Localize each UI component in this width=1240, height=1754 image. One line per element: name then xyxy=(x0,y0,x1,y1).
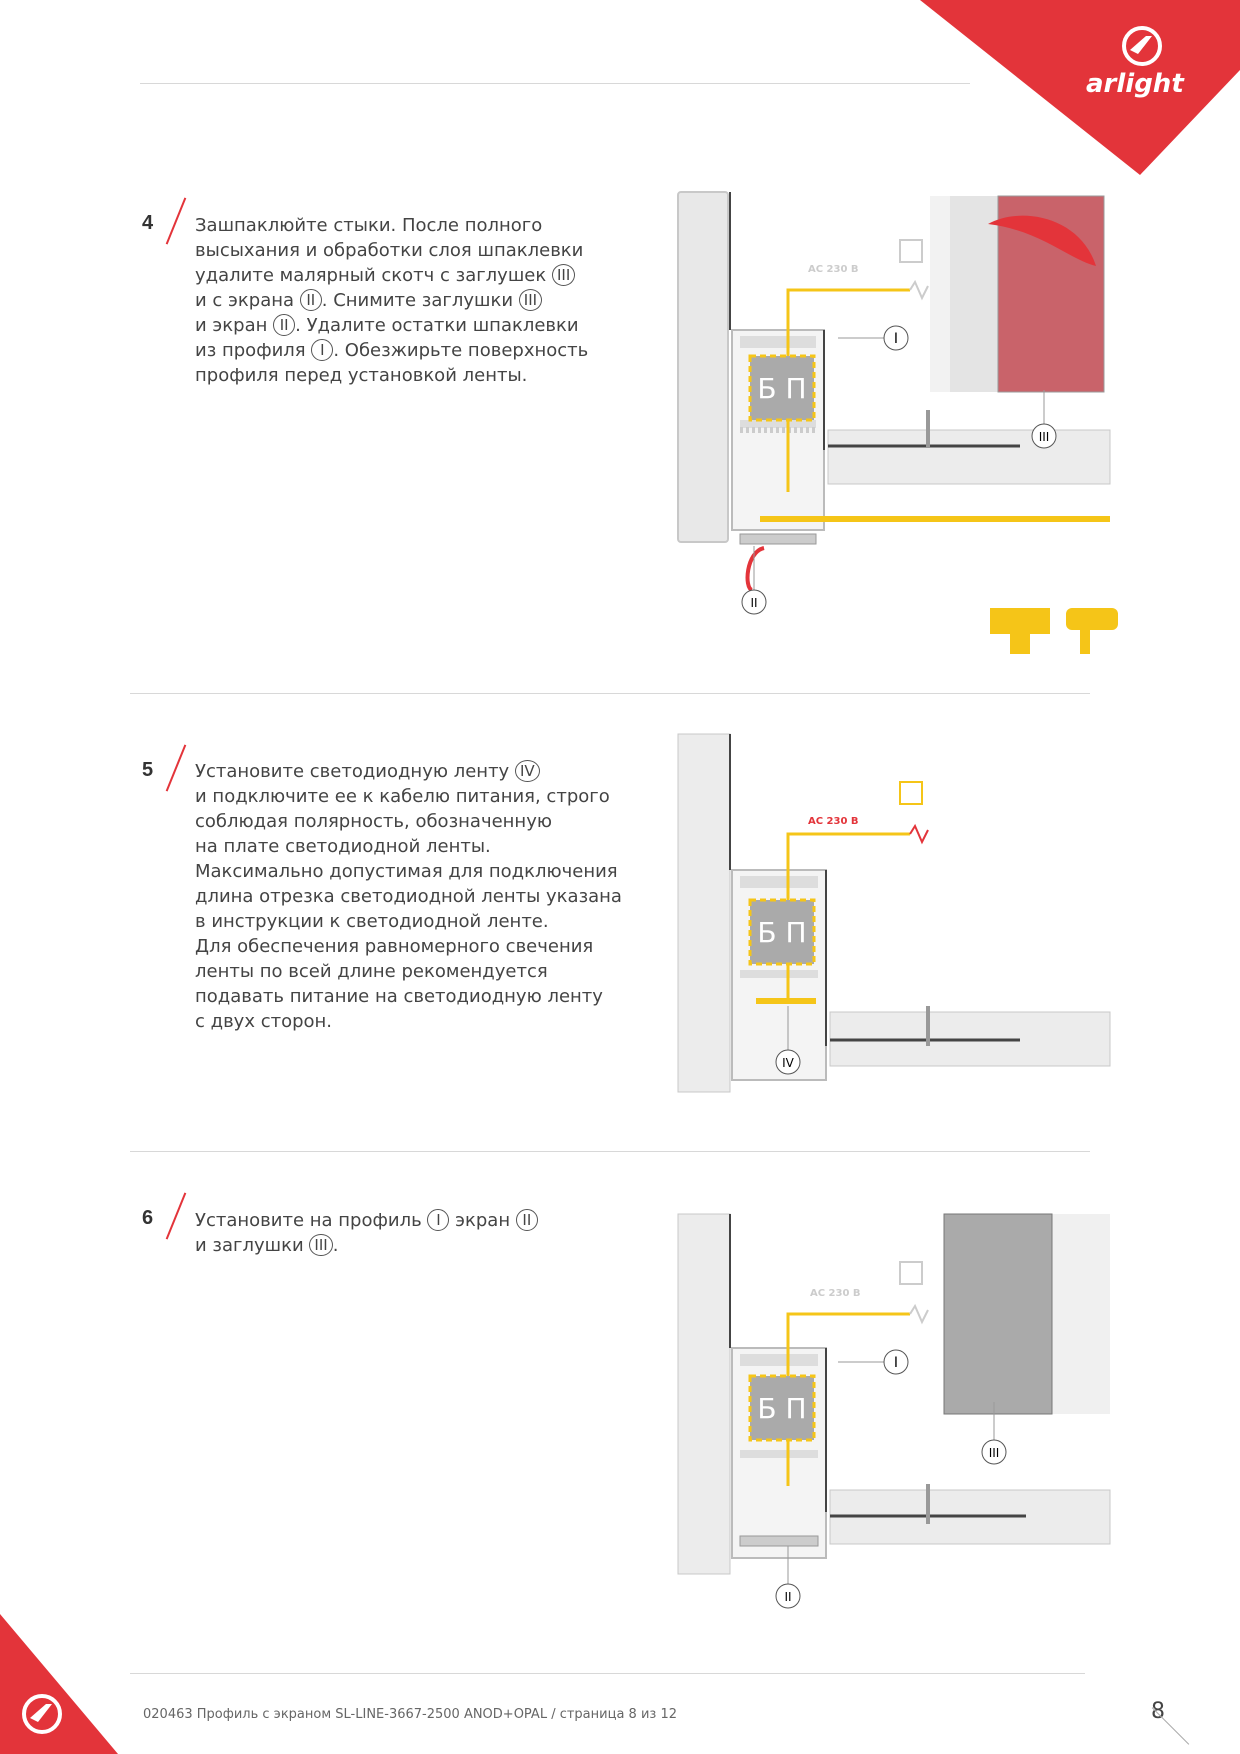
step-text-line xyxy=(195,263,588,288)
wall xyxy=(678,192,728,542)
callout-marker: III xyxy=(519,289,542,311)
step-text-line xyxy=(195,238,588,263)
callout-endcap: III xyxy=(1038,430,1050,444)
text-run: и с экрана xyxy=(195,290,300,311)
section-divider-2 xyxy=(130,1151,1090,1152)
spatula-icon xyxy=(990,608,1050,654)
text-run: . Снимите заглушки xyxy=(321,290,519,311)
step-text-line xyxy=(195,809,622,834)
text-run: высыхания и обработки слоя шпаклевки xyxy=(195,240,584,261)
step-text xyxy=(195,1208,538,1258)
text-run: ленты по всей длине рекомендуется xyxy=(195,961,548,982)
callout-marker: I xyxy=(311,339,333,361)
text-run: в инструкции к светодиодной ленте. xyxy=(195,911,549,932)
callout-marker: III xyxy=(309,1234,332,1256)
wall xyxy=(678,734,730,1092)
screen xyxy=(740,534,816,544)
step-text-line xyxy=(195,934,622,959)
voltage-label: AC 230 В xyxy=(810,1288,861,1299)
screen xyxy=(740,1536,818,1546)
step-text-line xyxy=(195,1233,538,1258)
callout-marker: II xyxy=(516,1209,538,1231)
callout-endcap: III xyxy=(988,1446,1000,1460)
endcap-panel xyxy=(930,196,1104,392)
psu-label: Б П xyxy=(757,1392,807,1425)
psu-label: Б П xyxy=(757,372,807,405)
step-slash xyxy=(166,1192,187,1239)
callout-profile: I xyxy=(893,1355,899,1371)
step-text-line xyxy=(195,288,588,313)
ceiling xyxy=(830,1006,1110,1066)
callout-screen: II xyxy=(784,1590,792,1604)
footer-rule xyxy=(130,1673,1085,1674)
step-text xyxy=(195,213,588,388)
step-text-line xyxy=(195,1208,538,1233)
footer-text: 020463 Профиль с экраном SL-LINE-3667-2500 ANOD+OPAL / страница 8 из 12 xyxy=(143,1707,677,1722)
step-text-line xyxy=(195,313,588,338)
page-number-slash xyxy=(1152,1707,1189,1744)
step-slash xyxy=(166,197,187,244)
text-run: с двух сторон. xyxy=(195,1011,333,1032)
text-run: и экран xyxy=(195,315,274,336)
text-run: Максимально допустимая для подключения xyxy=(195,861,618,882)
section-divider-1 xyxy=(130,693,1090,694)
step-text-line xyxy=(195,909,622,934)
brand-logo-text: arlight xyxy=(1086,69,1184,99)
text-run: на плате светодиодной ленты. xyxy=(195,836,491,857)
callout-marker: I xyxy=(427,1209,449,1231)
text-run: длина отрезка светодиодной ленты указана xyxy=(195,886,622,907)
callout-strip: IV xyxy=(782,1056,794,1070)
step-text-line xyxy=(195,984,622,1009)
step-text-line xyxy=(195,834,622,859)
text-run: Для обеспечения равномерного свечения xyxy=(195,936,594,957)
text-run: . Удалите остатки шпаклевки xyxy=(295,315,579,336)
text-run: из профиля xyxy=(195,340,312,361)
text-run: . xyxy=(332,1235,339,1256)
text-run: подавать питание на светодиодную ленту xyxy=(195,986,603,1007)
diagram-step-4 xyxy=(660,190,1140,670)
callout-marker: II xyxy=(300,289,322,311)
step-number: 4 xyxy=(142,212,154,234)
endcap-panel xyxy=(944,1214,1110,1414)
callout-marker: III xyxy=(552,264,575,286)
callout-marker: II xyxy=(273,314,295,336)
step-text xyxy=(195,759,622,1034)
callout-screen: II xyxy=(750,596,758,610)
brand-corner xyxy=(920,0,1240,180)
wall xyxy=(678,1214,730,1574)
step-text-line xyxy=(195,759,622,784)
step-text-line xyxy=(195,784,622,809)
step-number: 6 xyxy=(142,1207,154,1229)
step-text-line xyxy=(195,213,588,238)
text-run: экран xyxy=(449,1210,516,1231)
top-rule xyxy=(140,83,970,84)
diagram-step-5 xyxy=(660,730,1140,1110)
led-strip xyxy=(756,998,816,1004)
callout-profile: I xyxy=(893,331,899,347)
step-text-line xyxy=(195,338,588,363)
text-run: . Обезжирьте поверхность xyxy=(333,340,589,361)
step-text-line xyxy=(195,884,622,909)
callout-marker: IV xyxy=(515,760,540,782)
text-run: Зашпаклюйте стыки. После полного xyxy=(195,215,543,236)
voltage-label: AC 230 В xyxy=(808,816,859,827)
paint-roller-icon xyxy=(1066,608,1118,654)
text-run: Установите светодиодную ленту xyxy=(195,761,515,782)
text-run: профиля перед установкой ленты. xyxy=(195,365,528,386)
page-number: 8 xyxy=(1151,1699,1165,1724)
ceiling xyxy=(830,1484,1110,1544)
text-run: Установите на профиль xyxy=(195,1210,428,1231)
voltage-label: AC 230 В xyxy=(808,264,859,275)
step-text-line xyxy=(195,959,622,984)
step-text-line xyxy=(195,1009,622,1034)
step-number: 5 xyxy=(142,759,154,781)
psu-label: Б П xyxy=(757,916,807,949)
text-run: соблюдая полярность, обозначенную xyxy=(195,811,552,832)
step-text-line xyxy=(195,859,622,884)
text-run: удалите малярный скотч с заглушек xyxy=(195,265,552,286)
step-slash xyxy=(166,744,187,791)
step-text-line xyxy=(195,363,588,388)
text-run: и заглушки xyxy=(195,1235,310,1256)
brand-corner-bottom xyxy=(0,1614,120,1754)
text-run: и подключите ее к кабелю питания, строго xyxy=(195,786,610,807)
diagram-step-6 xyxy=(660,1200,1140,1620)
